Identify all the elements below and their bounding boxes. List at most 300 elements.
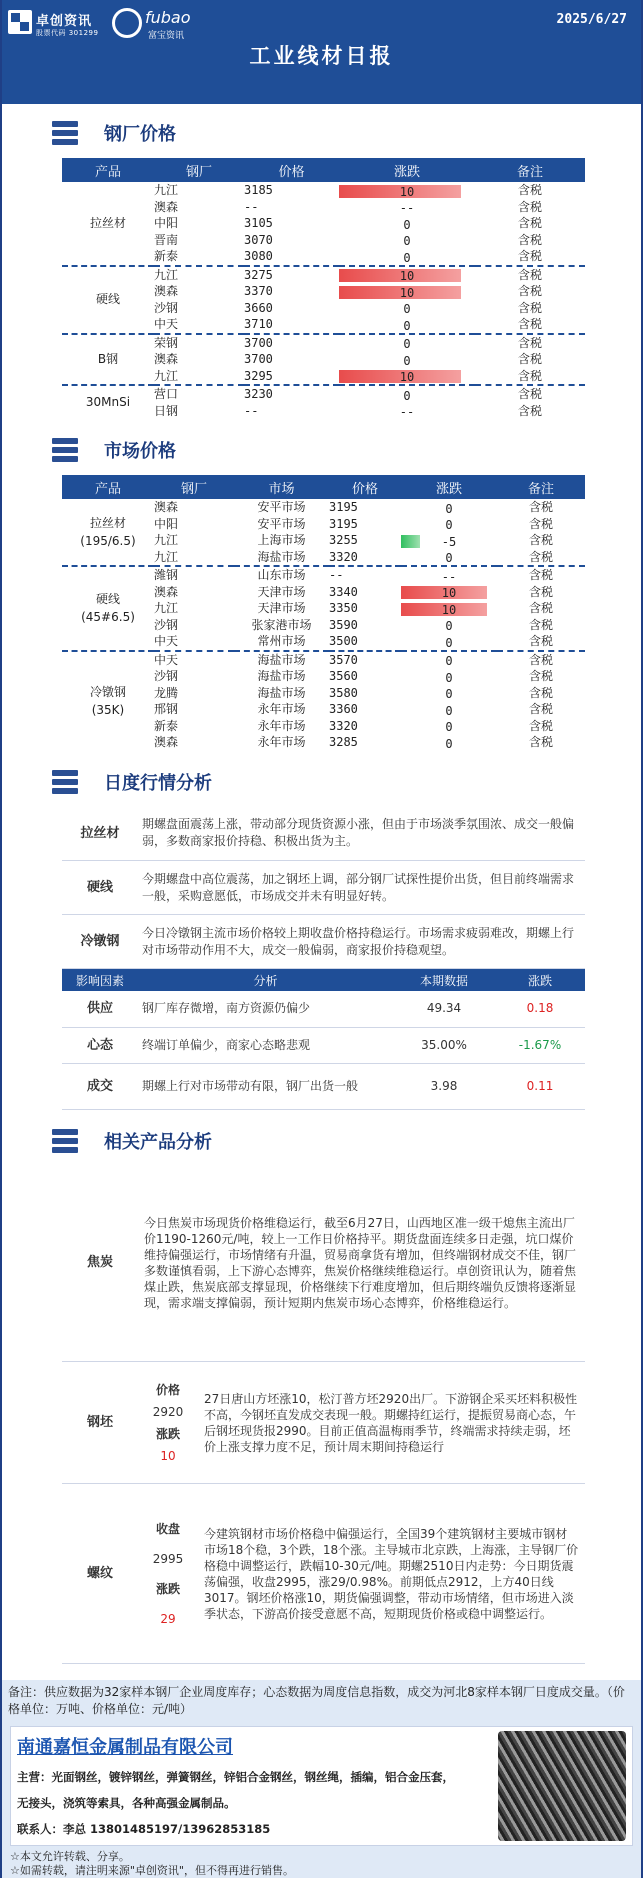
mill-cell: 沙钢 [154,300,179,315]
related-heading [2,1116,641,1166]
change-cell [339,403,475,420]
change-bar [401,686,497,702]
product-spec: (45#6.5) [81,610,135,625]
copyright [10,1850,294,1878]
price-cell: 3320 [329,549,358,564]
related-row-rebar [62,1484,585,1664]
mill-cell: 新泰 [154,718,179,733]
change-cell [401,516,497,533]
change-cell [401,633,497,651]
analysis-text: 期螺盘面震荡上涨，带动部分现货资源小涨，但由于市场淡季氛围浓、成交一般偏弱，多数商家报价持稳、积极出货为主。 [138,807,585,861]
fubao-logo [112,8,204,44]
change-value: 0 [445,518,453,533]
related-key: 螺纹 [62,1484,138,1664]
change-value: 0 [445,551,453,566]
change-value: 10 [160,1448,176,1463]
change-value: 0 [445,670,453,685]
market-cell: 张家港市场 [251,617,312,632]
factor-table [62,969,585,1110]
note-cell: 含税 [517,284,542,298]
change-cell [339,316,475,334]
column-header: 产品 [62,158,154,182]
daily-analysis-table [62,807,585,970]
analysis-text: 今期螺盘中高位震荡，加之钢坯上调，部分钢厂试探性提价出货，但目前终端需求一般，采购意愿低，市场成交并未有明显好转。 [138,861,585,915]
change-value: 0 [403,388,411,403]
mill-cell: 澳森 [154,584,179,599]
factor-key: 供应 [62,991,138,1027]
market-cell: 永年市场 [257,735,306,749]
copyright-line: ☆本文允许转载、分享。 [10,1850,130,1863]
price-cell: 3185 [244,183,273,197]
column-header: 涨跌 [339,158,475,182]
note-cell: 含税 [528,516,553,531]
footer-note: 备注：供应数据为32家样本钢厂企业周度库存；心态数据为周度信息指数，成交为河北8家样本钢厂日度成交量。（价格单位：万吨、价格单位：元/吨） [8,1685,625,1716]
mill-cell: 晋南 [154,232,179,247]
analysis-key: 拉丝材 [62,807,138,861]
change-cell [339,334,475,352]
column-header: 产品 [62,475,154,499]
change-cell [401,617,497,634]
change-cell [401,566,497,584]
change-value: 0 [403,353,411,368]
note-cell: 含税 [528,601,553,615]
change-value: 0 [445,736,453,751]
mill-cell: 龙腾 [154,685,179,700]
stack-icon [52,121,78,145]
change-cell [339,368,475,386]
price-cell: 3370 [244,284,273,298]
change-cell [339,215,475,232]
price-cell: 3700 [244,334,339,352]
ad-line-contact: 联系人：李总 13801485197/13962853185 [17,1822,271,1836]
change-cell [339,248,475,266]
change-bar [401,635,497,648]
change-label: 涨跌 [155,1581,180,1596]
note-cell: 含税 [528,533,553,547]
fubao-logo-en: fubao [145,8,191,27]
mill-cell: 日钢 [154,403,179,418]
price-cell: 3700 [244,352,273,366]
change-bar [339,285,475,298]
change-cell [401,701,497,718]
price-cell: 3360 [329,702,358,716]
analysis-text: 今日冷镦钢主流市场价格较上期收盘价格持稳运行。市场需求疲弱难改，期螺上行对市场带动作用不大，成交一般偏弱，商家报价持稳观望。 [138,915,585,969]
change-value: 10 [399,285,415,300]
change-bar [339,388,475,401]
table-row [62,385,585,403]
note-cell: 含税 [517,183,542,197]
change-bar [401,719,497,735]
product-cell: 拉丝材 [89,216,126,230]
change-value: 10 [399,370,415,385]
mill-cell: 中阳 [154,516,179,531]
change-bar [339,233,475,249]
mill-price-table [62,158,585,419]
change-bar [339,353,475,366]
price-cell: 3195 [329,500,358,514]
change-value: 0 [403,250,411,265]
market-cell: 山东市场 [234,566,329,584]
change-cell [339,283,475,300]
stack-icon [52,1129,78,1153]
ad-company-link[interactable]: 南通嘉恒金属制品有限公司 [17,1737,233,1758]
header-row [62,969,585,991]
change-cell [401,600,497,617]
note-cell: 含税 [497,566,585,584]
factor-key: 成交 [62,1063,138,1109]
change-cell [401,718,497,735]
market-price-heading [2,425,641,475]
report-date: 2025/6/27 [556,12,627,27]
change-label: 涨跌 [155,1426,180,1441]
change-value: -- [441,569,457,584]
copyright-line: ☆如需转载，请注明来源"卓创资讯"，但不得再进行销售。 [10,1864,294,1877]
change-value: 10 [399,269,415,284]
analysis-row [62,861,585,915]
mill-cell: 澳森 [154,352,179,366]
section-title: 市场价格 [104,441,176,462]
mill-cell: 澳森 [154,500,179,514]
change-value: 0 [445,635,453,650]
note-cell: 含税 [497,651,585,669]
change-value: 0 [403,318,411,333]
mill-cell: 中天 [154,651,234,669]
price-cell: 3560 [329,669,358,683]
wire-rope-image [498,1731,626,1841]
factor-change: 0.11 [495,1063,585,1109]
factor-analysis: 期螺上行对市场带动有限，钢厂出货一般 [138,1063,393,1109]
advertisement [10,1726,633,1846]
note-cell: 含税 [517,403,542,418]
related-text: 今日焦炭市场现货价格维稳运行，截至6月27日，山西地区准一级干熄焦主流出厂价1190-1260元/吨，较上一工作日价格持平。期货盘面连续多日走强，坑口煤价维持偏强运行，市场情绪有升温，贸易商拿货有增加，但终端钢材成交不佳，钢厂多数谨慎看弱，上下游心态博弈，焦炭价格继续维稳运行。卓创资讯认为，随着焦煤止跌，焦炭底部支撑显现，价格继续下行难度增加，但后期终端负反馈将逐渐显现，需求端支撑偏弱，预计短期内焦炭市场心态博弈，价格维稳运行。 [138,1166,585,1362]
factor-data: 49.34 [393,991,495,1027]
market-cell: 永年市场 [257,718,306,733]
note-cell: 含税 [528,669,553,683]
change-value: 0 [445,687,453,702]
market-cell: 天津市场 [257,601,306,615]
table-row [62,651,585,669]
product-cell: 30MnSi [62,385,154,419]
factor-row [62,1027,585,1063]
price-value: 2995 [152,1551,184,1566]
mill-cell: 澳森 [154,735,179,749]
table-row [62,182,585,199]
note-cell: 含税 [528,617,553,632]
note-cell: 含税 [528,718,553,733]
change-bar [401,703,497,716]
change-bar [401,501,497,514]
sci99-logo [8,8,104,44]
change-value: 10 [399,184,415,199]
change-bar [401,585,497,601]
market-cell: 安平市场 [257,500,306,514]
market-cell: 上海市场 [257,533,306,547]
mill-cell: 沙钢 [154,617,179,632]
note-cell: 含税 [517,352,542,366]
price-cell: 3570 [329,651,401,669]
change-value: 29 [160,1611,176,1626]
analysis-row [62,915,585,969]
related-row-coke [62,1166,585,1362]
sci99-logo-name: 卓创资讯 [36,14,93,29]
price-cell: -- [329,566,401,584]
change-value: -- [399,405,415,420]
note-cell: 含税 [517,249,542,263]
change-value: 0 [445,720,453,735]
related-metrics [138,1362,198,1484]
fubao-logo-icon [112,8,142,38]
change-cell [401,584,497,601]
price-cell: 3195 [329,516,358,531]
price-cell: 3070 [244,232,273,247]
change-bar [339,184,475,197]
change-bar [401,569,497,582]
mill-price-heading [2,108,641,158]
change-bar [339,369,475,385]
product-cell: B钢 [62,334,154,386]
price-cell: 3080 [244,249,273,263]
factor-row [62,1063,585,1109]
product-cell [62,566,154,651]
note-cell: 含税 [528,735,553,749]
factor-key: 心态 [62,1027,138,1063]
change-cell [339,385,475,403]
note-cell: 含税 [517,300,542,315]
column-header: 涨跌 [401,475,497,499]
price-label: 价格 [155,1382,180,1397]
change-cell [401,651,497,669]
change-cell [401,668,497,685]
analysis-key: 硬线 [62,861,138,915]
factor-change: -1.67% [495,1027,585,1063]
mill-cell: 邢钢 [154,702,179,716]
market-cell: 海盐市场 [234,651,329,669]
change-bar [401,653,497,669]
market-cell: 常州市场 [257,634,306,648]
change-bar [339,301,475,317]
mill-cell: 澳森 [154,199,179,214]
column-header: 钢厂 [154,475,234,499]
change-bar [339,318,475,331]
price-label: 收盘 [155,1521,180,1536]
price-cell: -- [244,199,259,214]
note-cell: 含税 [517,199,542,214]
change-bar [339,200,475,216]
change-value: 0 [403,217,411,232]
section-title: 相关产品分析 [104,1131,212,1153]
daily-analysis-heading [2,757,641,807]
market-cell: 海盐市场 [257,549,306,564]
change-bar [339,336,475,352]
product-cell [62,651,154,751]
column-header: 影响因素 [62,969,138,991]
mill-cell: 中天 [154,317,179,331]
factor-data: 3.98 [393,1063,495,1109]
change-cell [401,549,497,567]
table-row [62,266,585,284]
sci99-logo-icon [8,10,32,34]
analysis-row [62,807,585,861]
change-bar [401,534,497,547]
price-cell: 3340 [329,584,358,599]
product-spec: (35K) [91,703,125,717]
factor-data: 35.00% [393,1027,495,1063]
change-value: 0 [445,501,453,516]
price-cell: 3710 [244,317,273,331]
price-cell: 3500 [329,634,358,648]
factor-analysis: 终端订单偏少，商家心态略悲观 [138,1027,393,1063]
market-cell: 天津市场 [257,584,306,599]
product-name: 硬线 [95,592,120,607]
report-header [2,0,641,104]
stack-icon [52,770,78,794]
report-title: 工业线材日报 [249,44,394,68]
note-cell: 含税 [517,368,542,383]
related-key: 焦炭 [62,1166,138,1362]
change-value: 0 [445,619,453,634]
change-cell [339,199,475,216]
price-cell: 3590 [329,617,358,632]
column-header: 涨跌 [495,969,585,991]
related-text: 27日唐山方坯涨10，松汀普方坯2920出厂。下游钢企采买坯料积极性不高，今钢坯直发成交表现一般。期螺持红运行，提振贸易商心态，午后钢坯现货报2990。目前正值高温梅雨季节，终端需求持续走弱，坯价上涨支撑力度不足，预计周末期间持稳运行 [198,1362,585,1484]
note-cell: 含税 [517,216,542,230]
stack-icon [52,438,78,462]
ad-line-products-2: 无接头，浇筑等索具，各种高强金属制品。 [17,1796,236,1810]
note-cell: 含税 [528,702,553,716]
change-cell [339,300,475,317]
column-header: 价格 [244,158,339,182]
ad-line-products: 主营：光面钢丝，镀锌钢丝，弹簧钢丝，锌铝合金钢丝，钢丝绳，插编，铝合金压套， [17,1770,454,1784]
column-header: 本期数据 [393,969,495,991]
note-cell: 含税 [528,500,553,514]
change-bar [339,404,475,420]
change-cell [401,734,497,751]
mill-cell: 沙钢 [154,669,179,683]
analysis-key: 冷镦钢 [62,915,138,969]
change-bar [401,550,497,566]
mill-cell: 九江 [154,368,179,383]
related-analysis-table [62,1166,585,1665]
mill-cell: 中阳 [154,216,179,230]
change-value: 0 [403,234,411,249]
market-price-table [62,475,585,751]
column-header: 市场 [234,475,329,499]
table-row [62,566,585,584]
price-cell: 3320 [329,718,358,733]
note-cell: 含税 [517,232,542,247]
change-value: 0 [403,337,411,352]
change-value: 0 [403,302,411,317]
change-bar [401,517,497,533]
product-name: 拉丝材 [89,516,126,530]
section-title: 钢厂价格 [104,124,176,145]
change-bar [401,618,497,634]
price-cell: 3580 [329,685,358,700]
column-header: 钢厂 [154,158,244,182]
factor-analysis: 钢厂库存微增，南方资源仍偏少 [138,991,393,1027]
market-cell: 安平市场 [257,516,306,531]
change-cell [339,232,475,249]
mill-cell: 营口 [154,385,244,403]
mill-cell: 澳森 [154,284,179,298]
change-bar [339,268,475,284]
market-cell: 海盐市场 [257,669,306,683]
change-value: 10 [441,586,457,601]
mill-cell: 九江 [154,183,179,197]
product-spec: (195/6.5) [80,534,136,548]
column-header: 备注 [475,158,585,182]
fubao-logo-cn: 富宝资讯 [148,31,185,41]
change-cell [339,182,475,199]
mill-cell: 九江 [154,601,179,615]
related-key: 钢坯 [62,1362,138,1484]
footer [2,1680,641,1878]
mill-cell: 潍钢 [154,566,234,584]
product-cell: 硬线 [62,266,154,334]
section-title: 日度行情分析 [104,772,212,794]
factor-change: 0.18 [495,991,585,1027]
product-name: 冷镦钢 [89,685,126,699]
related-text: 今建筑钢材市场价格稳中偏强运行，全国39个建筑钢材主要城市钢材市场18个稳，3个跌，18个涨。主导城市北京跌，上海涨，主导钢厂价格稳中调整运行，跌幅10-30元/吨。期螺2510日内走势：今日期货震荡偏强，收盘2995，涨29/0.98%。前期低点2912，上方40日线3017。钢坯价格涨10，期货偏强调整，带动市场情绪，但市场进入淡季状态，下游高价接受意愿不高，短期现货价格或稳中调整运行。 [198,1484,585,1664]
related-metrics [138,1484,198,1664]
header-row [62,158,585,182]
factor-row [62,991,585,1027]
note-cell: 含税 [475,334,585,352]
note-cell: 含税 [528,584,553,599]
price-cell: 3660 [244,300,273,315]
header-row [62,475,585,499]
note-cell: 含税 [475,266,585,284]
change-cell [339,266,475,284]
mill-cell: 九江 [154,549,179,564]
sci99-logo-stock: 股票代码 301299 [36,29,99,37]
price-cell: 3350 [329,601,358,615]
change-bar [401,736,497,749]
note-cell: 含税 [475,385,585,403]
note-cell: 含税 [517,317,542,331]
column-header: 价格 [329,475,401,499]
price-cell: 3285 [329,735,358,749]
change-value: 10 [441,602,457,617]
related-row-billet [62,1362,585,1484]
price-cell: -- [244,403,259,418]
change-bar [339,217,475,230]
price-cell: 3230 [244,385,339,403]
price-cell: 3275 [244,266,339,284]
note-cell: 含税 [528,634,553,648]
change-cell [339,351,475,368]
price-cell: 3295 [244,368,273,383]
mill-cell: 新泰 [154,249,179,263]
mill-cell: 九江 [154,266,244,284]
mill-cell: 中天 [154,634,179,648]
change-bar [401,670,497,683]
table-row [62,499,585,516]
change-value: -5 [441,534,457,549]
product-cell [62,499,154,566]
price-value: 2920 [152,1404,184,1419]
column-header: 备注 [497,475,585,499]
change-cell [401,499,497,516]
change-value: 0 [445,654,453,669]
mill-cell: 荣钢 [154,334,244,352]
column-header: 分析 [138,969,393,991]
mill-cell: 九江 [154,533,179,547]
market-cell: 海盐市场 [257,685,306,700]
price-cell: 3255 [329,533,358,547]
change-value: 0 [445,703,453,718]
price-cell: 3105 [244,216,273,230]
